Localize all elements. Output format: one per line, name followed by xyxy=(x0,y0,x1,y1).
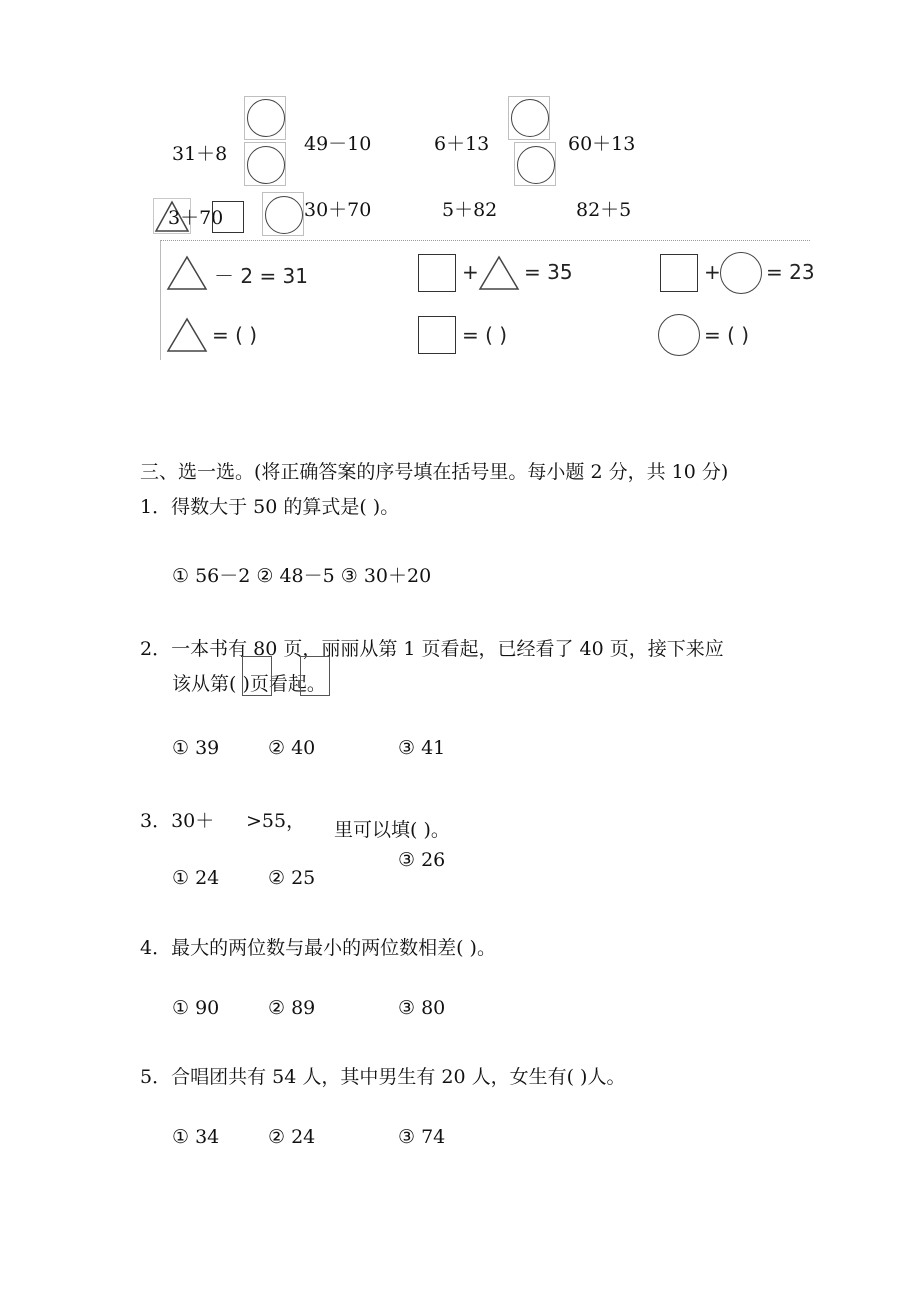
expr-31-plus-8: 31＋8 xyxy=(172,143,228,165)
circle-icon xyxy=(247,99,285,137)
circle-slot-frame xyxy=(244,96,286,140)
question-2-line-1: 2．一本书有 80 页，丽丽从第 1 页看起，已经看了 40 页，接下来应 xyxy=(140,638,724,660)
circle-icon xyxy=(720,252,762,294)
expr-30-plus-70: 30＋70 xyxy=(304,199,372,221)
expr-49-minus-10: 49－10 xyxy=(304,133,372,155)
equation-triangle-minus-2: － 2 = 31 xyxy=(214,264,309,288)
answer-square: = ( ) xyxy=(462,323,508,347)
section-heading: 三、选一选。(将正确答案的序号填在括号里。每小题 2 分，共 10 分) xyxy=(140,461,729,483)
question-5-option-2: ② 24 xyxy=(268,1126,316,1148)
question-2-option-2: ② 40 xyxy=(268,737,316,759)
plus-sign: + xyxy=(462,260,479,284)
circle-slot-frame xyxy=(244,142,286,186)
question-3-option-3: ③ 26 xyxy=(398,849,446,871)
circle-slot-frame xyxy=(262,192,304,236)
circle-icon xyxy=(511,99,549,137)
question-2-line-2: 该从第( )页看起。 xyxy=(172,673,326,695)
question-3-prefix: 3．30＋ xyxy=(140,810,215,832)
square-icon xyxy=(212,201,244,233)
question-4-option-2: ② 89 xyxy=(268,997,316,1019)
plus-sign: + xyxy=(704,260,721,284)
square-icon xyxy=(418,254,456,292)
circle-icon xyxy=(265,196,303,234)
question-4: 4．最大的两位数与最小的两位数相差( )。 xyxy=(140,937,496,959)
expr-5-plus-82: 5＋82 xyxy=(442,199,498,221)
question-3-inequality: >55， xyxy=(246,810,306,832)
circle-slot-frame xyxy=(514,142,556,186)
question-1: 1．得数大于 50 的算式是( )。 xyxy=(140,496,400,518)
triangle-icon xyxy=(166,316,208,354)
answer-box xyxy=(242,656,272,696)
answer-box xyxy=(300,656,330,696)
question-3-option-1: ① 24 xyxy=(172,867,220,889)
square-icon xyxy=(660,254,698,292)
answer-circle: = ( ) xyxy=(704,323,750,347)
question-4-option-1: ① 90 xyxy=(172,997,220,1019)
question-4-option-3: ③ 80 xyxy=(398,997,446,1019)
equation-sum-35: = 35 xyxy=(524,260,573,284)
question-5-option-1: ① 34 xyxy=(172,1126,220,1148)
question-1-options: ① 56－2 ② 48－5 ③ 30＋20 xyxy=(172,565,432,587)
question-5: 5．合唱团共有 54 人，其中男生有 20 人，女生有( )人。 xyxy=(140,1066,626,1088)
question-2-option-1: ① 39 xyxy=(172,737,220,759)
question-5-option-3: ③ 74 xyxy=(398,1126,446,1148)
triangle-icon xyxy=(478,254,520,292)
square-icon xyxy=(418,316,456,354)
question-2-option-3: ③ 41 xyxy=(398,737,446,759)
equation-sum-23: = 23 xyxy=(766,260,815,284)
expr-3-plus-70: 3＋70 xyxy=(168,207,224,229)
question-3-option-2: ② 25 xyxy=(268,867,316,889)
circle-icon xyxy=(658,314,700,356)
question-3-suffix: 里可以填( )。 xyxy=(334,819,450,841)
expr-6-plus-13: 6＋13 xyxy=(434,133,490,155)
circle-icon xyxy=(247,146,285,184)
circle-slot-frame xyxy=(508,96,550,140)
circle-icon xyxy=(517,146,555,184)
answer-triangle: = ( ) xyxy=(212,323,258,347)
expr-82-plus-5: 82＋5 xyxy=(576,199,632,221)
triangle-icon xyxy=(166,254,208,292)
expr-60-plus-13: 60＋13 xyxy=(568,133,636,155)
